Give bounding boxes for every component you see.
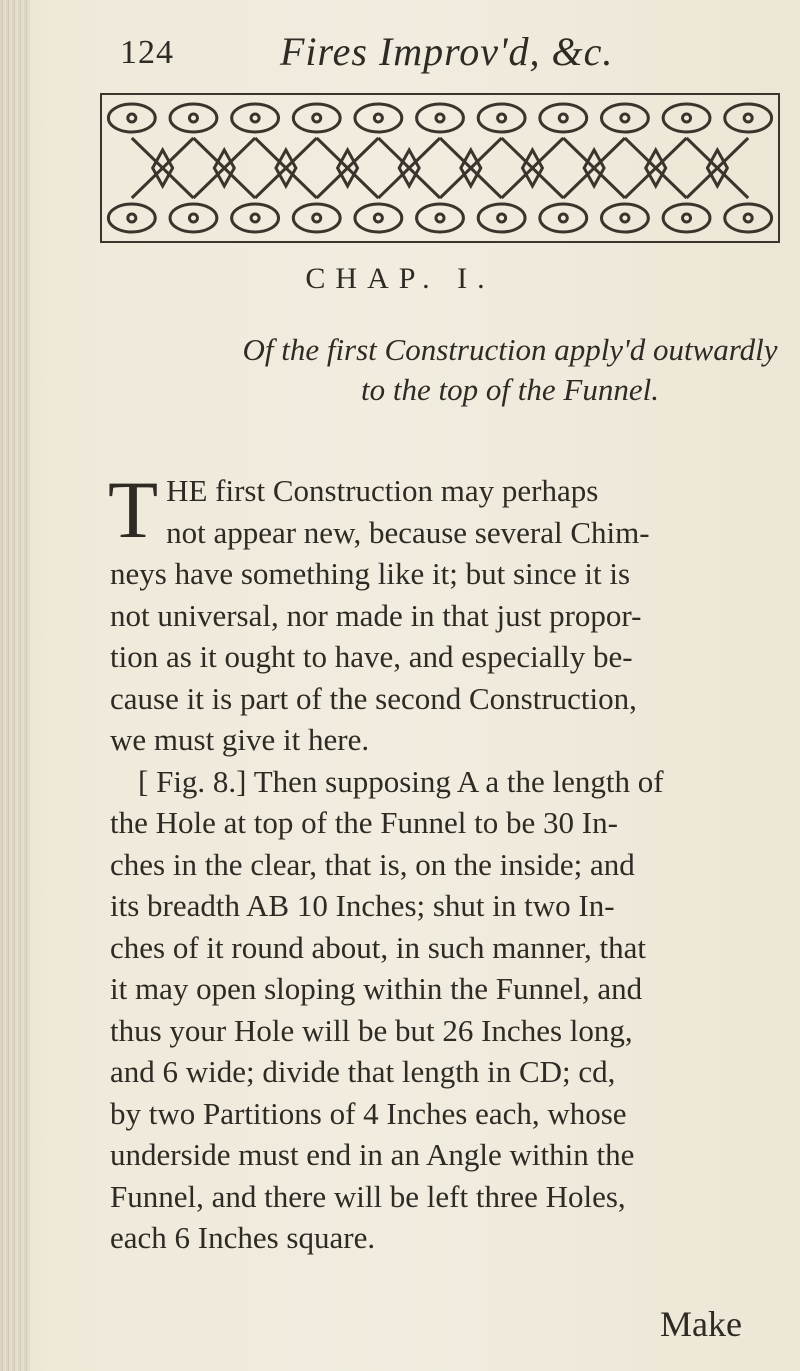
- ornament-dot: [313, 114, 321, 122]
- text-line: Funnel, and there will be left three Holes,: [110, 1178, 626, 1214]
- paragraph-2: [110, 761, 800, 1259]
- decorative-headpiece-icon: [95, 88, 785, 248]
- text-line: thus your Hole will be but 26 Inches long,: [110, 1012, 633, 1048]
- ornament-dot: [498, 214, 506, 222]
- drop-cap: T: [108, 464, 159, 555]
- ornament-loop: [478, 104, 525, 132]
- ornament-loop: [108, 104, 155, 132]
- ornament-dot: [128, 214, 136, 222]
- ornament-loop: [417, 204, 464, 232]
- catchword: Make: [660, 1304, 742, 1344]
- text-line: tion as it ought to have, and especially be-: [110, 639, 633, 674]
- text-line: by two Partitions of 4 Inches each, whose: [110, 1095, 627, 1131]
- text-line: [ Fig. 8.] Then supposing A a the length of: [138, 763, 664, 799]
- text-line: its breadth AB 10 Inches; shut in two In-: [110, 888, 615, 923]
- text-line: underside must end in an Angle within the: [110, 1137, 635, 1172]
- ornament-dot: [683, 114, 691, 122]
- text-line: cause it is part of the second Construction,: [110, 680, 637, 716]
- page-number: 124: [120, 34, 174, 71]
- paragraph-1: [108, 464, 800, 761]
- ornament-loop: [601, 204, 648, 232]
- ornament-dot: [621, 214, 629, 222]
- ornament-dot: [313, 214, 321, 222]
- ornament-dot: [436, 214, 444, 222]
- ornament-loop: [417, 104, 464, 132]
- chapter-title: Of the first Construction apply'd outwardly to the top of the Funnel.: [242, 332, 778, 407]
- chapter-heading: CHAP. I.: [305, 262, 495, 295]
- ornament-dot: [251, 214, 259, 222]
- text-line: HE first Construction may perhaps: [166, 473, 599, 508]
- ornament-loop: [725, 204, 772, 232]
- ornament-loop: [170, 204, 217, 232]
- ornament-loop: [232, 204, 279, 232]
- ornament-dot: [498, 114, 506, 122]
- page-gutter: [0, 0, 30, 1371]
- ornament-dot: [251, 114, 259, 122]
- ornament-loop: [108, 204, 155, 232]
- ornament-loop: [663, 104, 710, 132]
- ornament-dot: [128, 114, 136, 122]
- ornament-dot: [683, 214, 691, 222]
- text-line: ches in the clear, that is, on the inside; and: [110, 846, 635, 882]
- text-line: the Hole at top of the Funnel to be 30 In-: [110, 805, 618, 840]
- ornament-dot: [559, 114, 567, 122]
- ornament-dot: [744, 114, 752, 122]
- ornament-dot: [374, 214, 382, 222]
- text-line: each 6 Inches square.: [110, 1220, 376, 1255]
- ornament-loop: [355, 204, 402, 232]
- ornament-loop: [601, 104, 648, 132]
- ornament-loop: [293, 104, 340, 132]
- ornament-loop: [355, 104, 402, 132]
- text-line: neys have something like it; but since it is: [110, 556, 631, 591]
- ornament-loop: [232, 104, 279, 132]
- running-head: [120, 22, 740, 78]
- ornament-dot: [621, 114, 629, 122]
- ornament-loop: [540, 104, 587, 132]
- text-line: ches of it round about, in such manner, that: [110, 929, 646, 965]
- text-line: and 6 wide; divide that length in CD; cd,: [110, 1054, 616, 1089]
- ornament-dot: [559, 214, 567, 222]
- ornament-dot: [189, 214, 197, 222]
- ornament-loop: [170, 104, 217, 132]
- ornament-loop: [725, 104, 772, 132]
- ornament-loop: [663, 204, 710, 232]
- running-title: Fires Improv'd, &c.: [280, 29, 614, 74]
- ornament-loop: [293, 204, 340, 232]
- body-text: [108, 464, 800, 1259]
- ornament-loop: [540, 204, 587, 232]
- ornament-loop: [478, 204, 525, 232]
- ornament-dot: [189, 114, 197, 122]
- text-line: not universal, nor made in that just propor-: [110, 597, 642, 633]
- ornament-dot: [744, 214, 752, 222]
- ornament-dot: [374, 114, 382, 122]
- text-line: not appear new, because several Chim-: [166, 514, 650, 550]
- text-line: it may open sloping within the Funnel, and: [110, 971, 643, 1006]
- ornament-dot: [436, 114, 444, 122]
- text-line: we must give it here.: [110, 722, 370, 757]
